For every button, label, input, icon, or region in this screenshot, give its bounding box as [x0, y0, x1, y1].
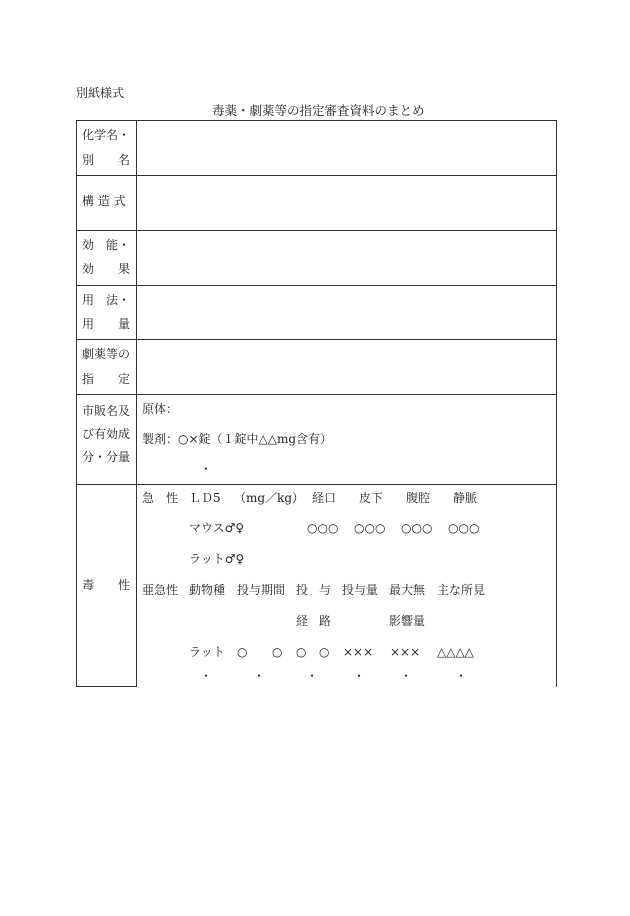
subacute-header: 経 — [296, 614, 309, 628]
route-header: 腹腔 — [406, 491, 431, 505]
subacute-cell: ××× — [390, 645, 421, 659]
unit-label: （mg／kg） — [234, 491, 305, 505]
species-mouse: マウス♂♀ — [189, 521, 245, 535]
ld-value: ○○○ — [307, 521, 339, 535]
subacute-cell: ○ — [272, 645, 283, 659]
bullet-dot: ・ — [306, 669, 319, 683]
row-label-toxicity: 毒 性 — [82, 578, 131, 592]
subacute-header: 与 — [319, 583, 332, 597]
row-label-designation: 劇薬等の — [82, 347, 131, 361]
subacute-header: 投 — [296, 583, 309, 597]
ld-value: ○○○ — [354, 521, 386, 535]
bullet-dot: ・ — [253, 669, 266, 683]
ld-value: ○○○ — [401, 521, 433, 535]
subacute-header: 投与期間 — [237, 583, 286, 597]
route-header: 経口 — [312, 491, 337, 505]
row-label-structure: 構 造 式 — [82, 194, 126, 208]
subacute-label: 亜急性 — [142, 583, 179, 597]
bullet-dot: ・ — [455, 669, 468, 683]
document-title: 毒薬・劇薬等の指定審査資料のまとめ — [212, 103, 425, 118]
row-label-product: び有効成 — [82, 427, 131, 441]
subacute-header: 影響量 — [389, 614, 426, 628]
ld-label: ＬＤ5 — [189, 491, 221, 505]
bulk-substance: 原体： — [142, 402, 179, 416]
row-label-dosage: 用 量 — [82, 317, 131, 331]
bullet-dot: ・ — [353, 669, 366, 683]
acute-label: 急 性 — [142, 491, 179, 505]
form-label: 別紙様式 — [76, 86, 125, 100]
row-label-efficacy: 効 能・ — [82, 238, 131, 252]
route-header: 皮下 — [359, 491, 384, 505]
row-label-chemical-name: 別 名 — [82, 153, 131, 167]
preparation: 製剤：○×錠（１錠中△△mg含有） — [142, 432, 333, 446]
route-header: 静脈 — [453, 491, 478, 505]
subacute-cell: ○ — [237, 645, 248, 659]
bullet-dot: ・ — [400, 669, 413, 683]
subacute-cell: △△△△ — [437, 645, 474, 659]
bullet-dot: ・ — [200, 669, 213, 683]
species-rat: ラット♂♀ — [189, 552, 245, 566]
bullet-dot: ・ — [200, 462, 213, 476]
subacute-header: 動物種 — [189, 583, 226, 597]
row-label-product: 分・分量 — [82, 450, 131, 464]
subacute-header: 投与量 — [342, 583, 379, 597]
subacute-cell: ○ — [319, 645, 330, 659]
row-label-efficacy: 効 果 — [82, 262, 131, 276]
ld-value: ○○○ — [448, 521, 480, 535]
subacute-header: 最大無 — [389, 583, 426, 597]
subacute-header: 路 — [319, 614, 332, 628]
subacute-cell: ラット — [189, 645, 225, 659]
subacute-cell: ××× — [343, 645, 374, 659]
row-label-designation: 指 定 — [82, 372, 131, 386]
row-label-chemical-name: 化学名・ — [82, 128, 131, 142]
row-label-dosage: 用 法・ — [82, 293, 131, 307]
row-label-product: 市販名及 — [82, 404, 131, 418]
subacute-cell: ○ — [296, 645, 307, 659]
subacute-header: 主な所見 — [437, 583, 486, 597]
